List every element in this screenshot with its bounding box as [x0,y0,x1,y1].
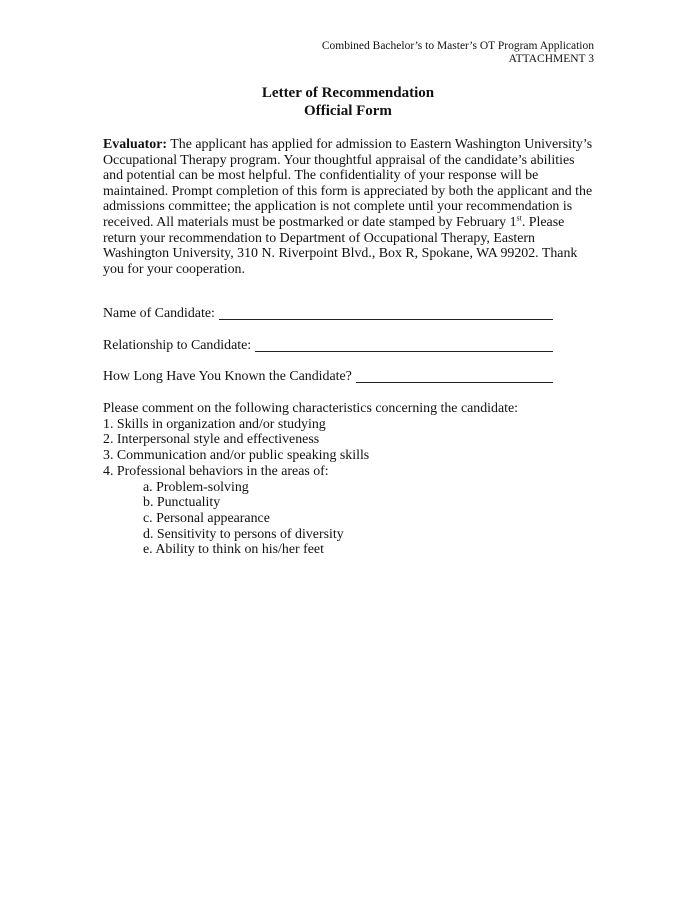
instructions-text-1: The applicant has applied for admission to Eastern Washington University’s Occupational Therapy program. Your thoughtful appraisal of the candidate’s abilities and potential can be most helpful. The confidentiality of your response will be maintained. Prompt completion of this form is appreciated by both the applicant and the admissions committee; the application is not complete until your recommendation is received. All materials must be postmarked or date stamped by February 1 [103,137,593,230]
sub-list-item: d. Sensitivity to persons of diversity [143,526,344,542]
title-line-1: Letter of Recommendation [261,85,435,101]
page-header [322,40,594,66]
sub-list-item: e. Ability to think on his/her feet [143,542,324,558]
known-duration-field [103,369,553,385]
evaluator-label: Evaluator: [103,137,168,152]
relationship-blank[interactable] [255,339,553,352]
candidate-name-field [103,306,553,322]
candidate-name-blank[interactable] [219,307,553,320]
list-item: 4. Professional behaviors in the areas of: [103,463,329,479]
document-title [0,84,696,120]
instructions-text-2: . Please return your recommendation to Department of Occupational Therapy, Eastern Washington University, 310 N. Riverpoint Blvd., Box R, Spokane, WA 99202. Thank you for your cooperation. [103,214,578,277]
characteristics-list [103,401,573,558]
sub-list-item: c. Personal appearance [143,510,270,526]
list-item: 2. Interpersonal style and effectiveness [103,432,320,448]
known-duration-label: How Long Have You Known the Candidate? [103,369,352,384]
evaluator-instructions [103,137,593,277]
relationship-field [103,338,553,354]
candidate-name-label: Name of Candidate: [103,306,215,321]
ordinal-suffix: st [516,213,522,223]
title-line-2: Official Form [304,103,392,119]
sub-list-item: b. Punctuality [143,495,221,511]
characteristics-prompt: Please comment on the following characteristics concerning the candidate: [103,401,519,416]
known-duration-blank[interactable] [356,370,553,383]
relationship-label: Relationship to Candidate: [103,338,252,353]
sub-list-item: a. Problem-solving [143,479,249,495]
header-program-title: Combined Bachelor’s to Master’s OT Program Application [321,40,594,52]
header-attachment-label: ATTACHMENT 3 [508,53,594,65]
list-item: 1. Skills in organization and/or studying [103,416,326,432]
list-item: 3. Communication and/or public speaking skills [103,448,370,464]
